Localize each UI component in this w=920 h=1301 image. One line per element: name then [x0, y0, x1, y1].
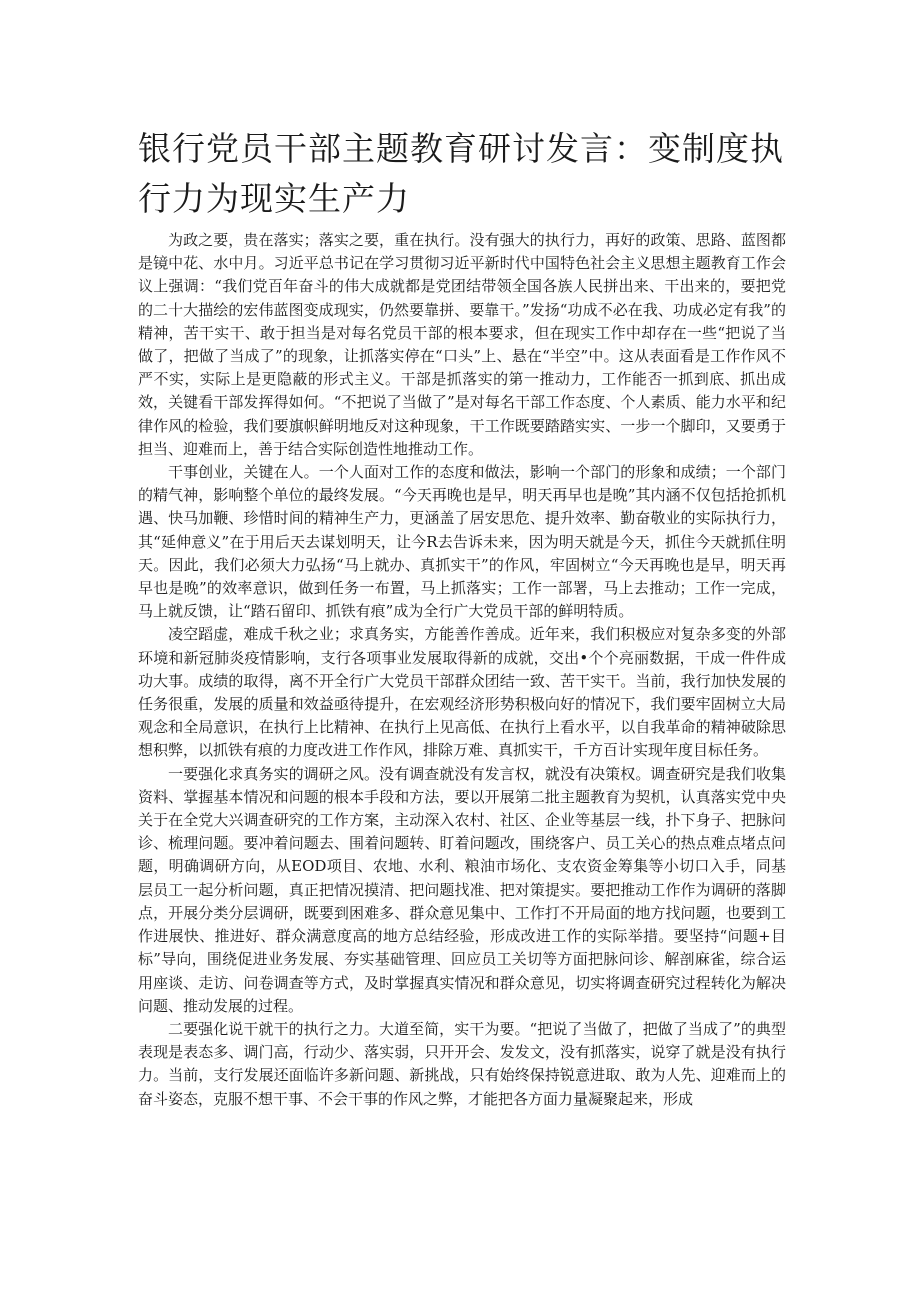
page-title: 银行党员干部主题教育研讨发言：变制度执行力为现实生产力 — [138, 129, 784, 218]
paragraph-2: 干事创业，关键在人。一个人面对工作的态度和做法，影响一个部门的形象和成绩；一个部门的精气神，影响整个单位的最终发展。“今天再晚也是早，明天再早也是晚”其内涵不仅包括抢抓机遇、快马加鞭、珍惜时间的精神生产力，更涵盖了居安思危、提升效率、勤奋敬业的实际执行力，其“延伸意义”在于用后天去谋划明天，让今R去告诉未来，因为明天就是今天，抓住今天就抓住明天。因此，我们必须大力弘扬“马上就办、真抓实干”的作风，牢固树立“今天再晚也是早，明天再早也是晚”的效率意识，做到任务一布置，马上抓落实；工作一部署，马上去推动；工作一完成，马上就反馈，让“踏石留印、抓铁有痕”成为全行广大党员干部的鲜明特质。 — [138, 463, 786, 621]
paragraph-3: 凌空蹈虚，难成千秋之业；求真务实，方能善作善成。近年来，我们积极应对复杂多变的外部环境和新冠肺炎疫情影响，支行各项事业发展取得新的成就，交出•个个亮丽数据，干成一件件成功大事。成绩的取得，离不开全行广大党员干部群众团结一致、苦干实干。当前，我行加快发展的任务很重，发展的质量和效益亟待提升，在宏观经济形势积极向好的情况下，我们要牢固树立大局观念和全局意识，在执行上比精神、在执行上见高低、在执行上看水平，以自我革命的精神破除思想积弊，以抓铁有痕的力度改进工作作风，排除万难、真抓实干，千方百计实现年度目标任务。 — [138, 625, 786, 760]
paragraph-5: 二要强化说干就干的执行之力。大道至简，实干为要。“把说了当做了，把做了当成了”的典型表现是表态多、调门高，行动少、落实弱，只开开会、发发文，没有抓落实，说穿了就是没有执行力。当前，支行发展还面临许多新问题、新挑战，只有始终保持锐意进取、敢为人先、迎难而上的奋斗姿态，克服不想干事、不会干事的作风之弊，才能把各方面力量凝聚起来，形成 — [138, 1019, 786, 1108]
document-body — [138, 229, 786, 1111]
paragraph-4: 一要强化求真务实的调研之风。没有调查就没有发言权，就没有决策权。调查研究是我们收集资料、掌握基本情况和问题的根本手段和方法，要以开展第二批主题教育为契机，认真落实党中央关于在全党大兴调查研究的工作方案，主动深入农村、社区、企业等基层一线，扑下身子、把脉问诊、梳理问题。要冲着问题去、围着问题转、盯着问题改，围绕客户、员工关心的热点难点堵点问题，明确调研方向，从EOD项目、农地、水利、粮油市场化、支农资金筹集等小切口入手，同基层员工一起分析问题，真正把情况摸清、把问题找准、把对策提实。要把推动工作作为调研的落脚点，开展分类分层调研，既要到困难多、群众意见集中、工作打不开局面的地方找问题，也要到工作进展快、推进好、群众满意度高的地方总结经验，形成改进工作的实际举措。要坚持“问题+目标”导向，围绕促进业务发展、夯实基础管理、回应员工关切等方面把脉问诊、解剖麻雀，综合运用座谈、走访、问卷调查等方式，及时掌握真实情况和群众意见，切实将调查研究过程转化为解决问题、推动发展的过程。 — [138, 764, 786, 1015]
paragraph-1: 为政之要，贵在落实；落实之要，重在执行。没有强大的执行力，再好的政策、思路、蓝图都是镜中花、水中月。习近平总书记在学习贯彻习近平新时代中国特色社会主义思想主题教育工作会议上强调：“我们党百年奋斗的伟大成就都是党团结带领全国各族人民拼出来、干出来的，要把党的二十大描绘的宏伟蓝图变成现实，仍然要靠拼、要靠干。”发扬“功成不必在我、功成必定有我”的精神，苦干实干、敢于担当是对每名党员干部的根本要求，但在现实工作中却存在一些“把说了当做了，把做了当成了”的现象，让抓落实停在“口头”上、悬在“半空”中。这从表面看是工作作风不严不实，实际上是更隐蔽的形式主义。干部是抓落实的第一推动力，工作能否一抓到底、抓出成效，关键看干部发挥得如何。“不把说了当做了”是对每名干部工作态度、个人素质、能力水平和纪律作风的检验，我们要旗帜鲜明地反对这种现象，干工作既要踏踏实实、一步一个脚印，又要勇于担当、迎难而上，善于结合实际创造性地推动工作。 — [138, 231, 786, 458]
